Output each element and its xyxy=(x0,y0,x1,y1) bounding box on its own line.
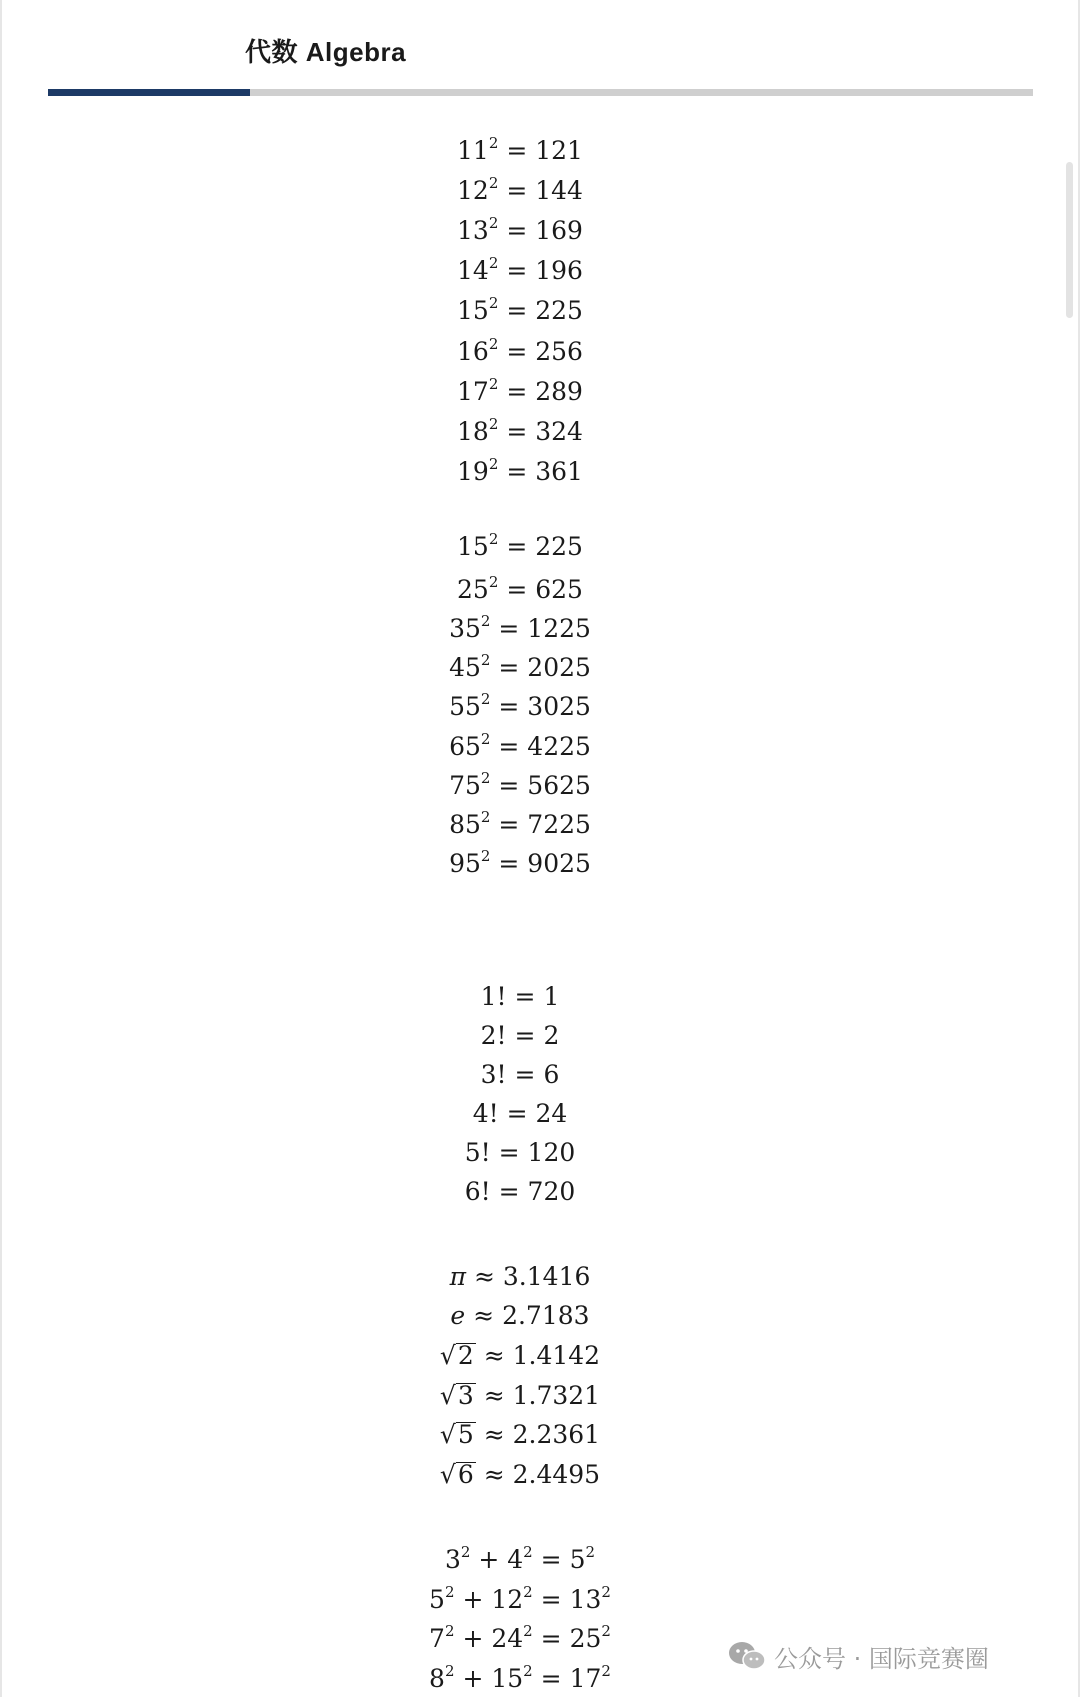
equals-sign: = xyxy=(498,732,520,761)
exponent: 2 xyxy=(523,1542,533,1561)
result: 120 xyxy=(527,1138,576,1167)
factorial-formula xyxy=(0,982,1040,1012)
result: 2 xyxy=(543,1021,560,1050)
factorial-formula xyxy=(0,1138,1040,1168)
factorial: 4! xyxy=(472,1099,499,1128)
result: 24 xyxy=(535,1099,568,1128)
exponent: 2 xyxy=(444,1582,455,1601)
result: 3025 xyxy=(527,692,591,721)
base: 17 xyxy=(457,377,489,406)
exponent: 2 xyxy=(601,1621,611,1640)
result: 2025 xyxy=(527,653,591,682)
constant-symbol: π xyxy=(449,1262,467,1291)
exponent: 2 xyxy=(488,572,499,591)
leg-a: 5 xyxy=(429,1585,445,1614)
header-rule-accent xyxy=(48,89,250,96)
equals-sign: = xyxy=(540,1585,562,1614)
constant-value: 2.7183 xyxy=(502,1301,590,1330)
equals-sign: = xyxy=(498,1177,520,1206)
equals-sign: = xyxy=(540,1624,562,1653)
base: 15 xyxy=(457,532,489,561)
base: 65 xyxy=(449,732,481,761)
approx-sign: ≈ xyxy=(474,1262,495,1291)
hypotenuse: 13 xyxy=(569,1585,602,1614)
approx-sign: ≈ xyxy=(473,1301,495,1330)
square-formula xyxy=(0,213,1040,246)
hypotenuse: 5 xyxy=(569,1545,586,1574)
exponent: 2 xyxy=(460,1542,471,1561)
equals-sign: = xyxy=(498,849,520,878)
base: 85 xyxy=(449,810,481,839)
exponent: 2 xyxy=(488,454,499,473)
leg-b: 15 xyxy=(491,1664,524,1693)
equals-sign: = xyxy=(498,692,520,721)
base: 19 xyxy=(457,457,489,486)
watermark xyxy=(728,1636,989,1676)
factorial: 2! xyxy=(480,1021,507,1050)
base: 15 xyxy=(457,296,489,325)
square-formula-ending-5 xyxy=(0,572,1040,605)
result: 1225 xyxy=(527,614,591,643)
factorial-formula xyxy=(0,1177,1040,1207)
exponent: 2 xyxy=(601,1661,611,1680)
square-formula xyxy=(0,334,1040,367)
plus-sign: + xyxy=(478,1545,500,1574)
equals-sign: = xyxy=(506,417,528,446)
equals-sign: = xyxy=(514,1060,536,1089)
header-rule xyxy=(48,89,1033,96)
result: 289 xyxy=(535,377,583,406)
exponent: 2 xyxy=(480,846,491,865)
watermark-text: 公众号 · 国际竞赛圈 xyxy=(774,1644,989,1673)
radicand: 3 xyxy=(457,1381,474,1410)
equals-sign: = xyxy=(506,337,528,366)
square-formula xyxy=(0,173,1040,206)
equals-sign: = xyxy=(506,575,528,604)
leg-b: 4 xyxy=(507,1545,524,1574)
equals-sign: = xyxy=(506,136,528,165)
equals-sign: = xyxy=(498,810,520,839)
base: 25 xyxy=(457,575,489,604)
equals-sign: = xyxy=(498,1138,520,1167)
exponent: 2 xyxy=(523,1621,533,1640)
plus-sign: + xyxy=(462,1624,484,1653)
square-formula xyxy=(0,454,1040,487)
exponent: 2 xyxy=(480,807,491,826)
result: 1 xyxy=(543,982,560,1011)
pythagorean-formula xyxy=(0,1542,1040,1575)
exponent: 2 xyxy=(488,213,499,232)
factorial: 1! xyxy=(480,982,507,1011)
constant-formula xyxy=(0,1262,1040,1292)
sqrt-icon: √ xyxy=(439,1460,456,1489)
equals-sign: = xyxy=(498,653,520,682)
radicand: 2 xyxy=(457,1341,474,1370)
pythagorean-formula xyxy=(0,1582,1040,1615)
root-formula xyxy=(0,1420,1040,1450)
root-value: 1.7321 xyxy=(512,1381,601,1410)
exponent: 2 xyxy=(601,1582,611,1601)
hypotenuse: 17 xyxy=(569,1664,602,1693)
exponent: 2 xyxy=(488,253,499,272)
scrollbar[interactable] xyxy=(1066,162,1073,318)
leg-b: 24 xyxy=(491,1624,524,1653)
square-formula-ending-5 xyxy=(0,689,1040,722)
base: 55 xyxy=(449,692,481,721)
equals-sign: = xyxy=(540,1664,562,1693)
leg-a: 3 xyxy=(444,1545,461,1574)
factorial: 3! xyxy=(480,1060,507,1089)
square-formula-ending-5 xyxy=(0,529,1040,562)
equals-sign: = xyxy=(506,457,528,486)
leg-a: 7 xyxy=(429,1624,445,1653)
base: 12 xyxy=(457,176,489,205)
base: 13 xyxy=(457,216,489,245)
exponent: 2 xyxy=(480,650,491,669)
exponent: 2 xyxy=(444,1661,455,1680)
square-formula xyxy=(0,133,1040,166)
plus-sign: + xyxy=(462,1585,484,1614)
exponent: 2 xyxy=(488,334,499,353)
exponent: 2 xyxy=(523,1582,533,1601)
result: 5625 xyxy=(527,771,591,800)
radicand: 5 xyxy=(457,1420,474,1449)
factorial-formula xyxy=(0,1021,1040,1051)
exponent: 2 xyxy=(488,529,499,548)
equals-sign: = xyxy=(514,982,536,1011)
wechat-icon xyxy=(728,1640,766,1672)
equals-sign: = xyxy=(506,176,528,205)
plus-sign: + xyxy=(462,1664,484,1693)
exponent: 2 xyxy=(480,768,491,787)
constant-symbol: e xyxy=(450,1301,466,1330)
equals-sign: = xyxy=(506,1099,528,1128)
result: 196 xyxy=(535,256,583,285)
factorial: 5! xyxy=(464,1138,491,1167)
approx-sign: ≈ xyxy=(483,1341,505,1370)
result: 7225 xyxy=(527,810,591,839)
equals-sign: = xyxy=(498,771,520,800)
square-formula-ending-5 xyxy=(0,768,1040,801)
result: 324 xyxy=(535,417,583,446)
result: 720 xyxy=(527,1177,576,1206)
base: 14 xyxy=(457,256,489,285)
result: 9025 xyxy=(527,849,591,878)
sqrt-icon: √ xyxy=(439,1420,456,1449)
result: 144 xyxy=(535,176,583,205)
equals-sign: = xyxy=(506,296,528,325)
equals-sign: = xyxy=(506,256,528,285)
constant-value: 3.1416 xyxy=(502,1262,591,1291)
exponent: 2 xyxy=(585,1542,596,1561)
root-formula xyxy=(0,1341,1040,1371)
root-value: 2.2361 xyxy=(512,1420,601,1449)
result: 225 xyxy=(535,532,583,561)
square-formula xyxy=(0,374,1040,407)
exponent: 2 xyxy=(444,1621,455,1640)
result: 169 xyxy=(535,216,583,245)
exponent: 2 xyxy=(523,1661,533,1680)
base: 18 xyxy=(457,417,489,446)
square-formula-ending-5 xyxy=(0,729,1040,762)
exponent: 2 xyxy=(488,293,499,312)
hypotenuse: 25 xyxy=(569,1624,602,1653)
square-formula xyxy=(0,293,1040,326)
page-title: 代数 Algebra xyxy=(245,37,407,67)
approx-sign: ≈ xyxy=(483,1420,505,1449)
square-formula-ending-5 xyxy=(0,846,1040,879)
square-formula xyxy=(0,253,1040,286)
approx-sign: ≈ xyxy=(483,1381,505,1410)
exponent: 2 xyxy=(488,414,499,433)
equals-sign: = xyxy=(506,532,528,561)
base: 45 xyxy=(449,653,481,682)
equals-sign: = xyxy=(540,1545,562,1574)
factorial-formula xyxy=(0,1099,1040,1129)
square-formula-ending-5 xyxy=(0,611,1040,644)
result: 6 xyxy=(543,1060,560,1089)
root-formula xyxy=(0,1381,1040,1411)
exponent: 2 xyxy=(480,611,491,630)
square-formula xyxy=(0,414,1040,447)
equals-sign: = xyxy=(514,1021,536,1050)
exponent: 2 xyxy=(480,689,491,708)
result: 361 xyxy=(535,457,583,486)
sqrt-icon: √ xyxy=(439,1381,456,1410)
base: 75 xyxy=(449,771,481,800)
square-formula-ending-5 xyxy=(0,807,1040,840)
factorial: 6! xyxy=(464,1177,491,1206)
exponent: 2 xyxy=(480,729,491,748)
square-formula-ending-5 xyxy=(0,650,1040,683)
exponent: 2 xyxy=(488,133,499,152)
exponent: 2 xyxy=(488,374,499,393)
equals-sign: = xyxy=(506,377,528,406)
exponent: 2 xyxy=(488,173,499,192)
result: 121 xyxy=(535,136,583,165)
leg-b: 12 xyxy=(491,1585,524,1614)
equals-sign: = xyxy=(498,614,520,643)
result: 4225 xyxy=(527,732,591,761)
base: 16 xyxy=(457,337,489,366)
root-value: 1.4142 xyxy=(512,1341,601,1370)
root-formula xyxy=(0,1460,1040,1490)
factorial-formula xyxy=(0,1060,1040,1090)
approx-sign: ≈ xyxy=(483,1460,505,1489)
radicand: 6 xyxy=(457,1460,474,1489)
base: 11 xyxy=(457,136,489,165)
base: 35 xyxy=(449,614,481,643)
result: 625 xyxy=(535,575,583,604)
result: 256 xyxy=(535,337,583,366)
equals-sign: = xyxy=(506,216,528,245)
base: 95 xyxy=(449,849,481,878)
sqrt-icon: √ xyxy=(439,1341,456,1370)
root-value: 2.4495 xyxy=(512,1460,601,1489)
constant-formula xyxy=(0,1301,1040,1331)
leg-a: 8 xyxy=(429,1664,445,1693)
result: 225 xyxy=(535,296,583,325)
